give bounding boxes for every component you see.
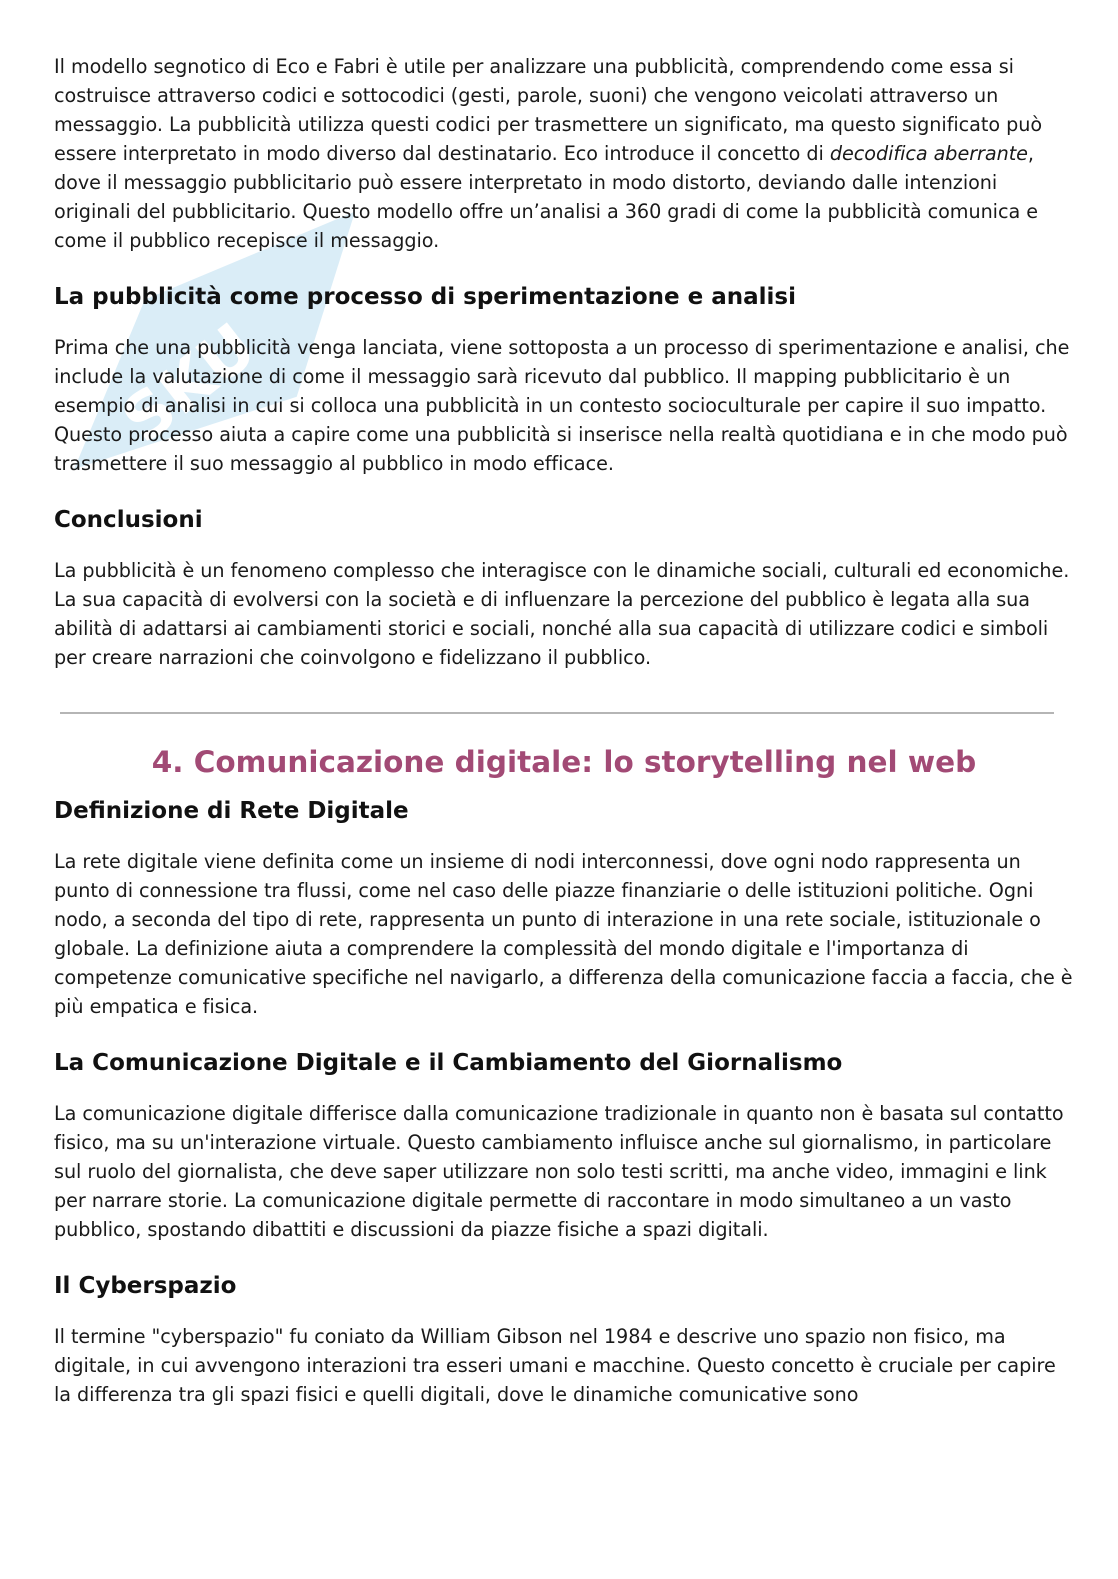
section-body: Prima che una pubblicità venga lanciata, viene sottoposta a un processo di sperimentazione e analisi, che include la valutazione di come il messaggio sarà ricevuto dal pubblico. Il mapping pubblicitario è un esempio di analisi in cui si colloca una pubblicità in un contesto socioculturale per capire il suo impatto. Questo processo aiuta a capire come una pubblicità si inserisce nella realtà quotidiana e in che modo può trasmettere il suo messaggio al pubblico in modo efficace. [54, 336, 1070, 475]
section-body: Il termine "cyberspazio" fu coniato da William Gibson nel 1984 e descrive uno spazio non fisico, ma digitale, in cui avvengono interazioni tra esseri umani e macchine. Questo concetto è cruciale per capire la differenza tra gli spazi fisici e quelli digitali, dove le dinamiche comunicative sono [54, 1325, 1056, 1406]
section-body: La pubblicità è un fenomeno complesso che interagisce con le dinamiche sociali, culturali ed economiche. La sua capacità di evolversi con la società e di influenzare la percezione del pubblico è legata alla sua abilità di adattarsi ai cambiamenti storici e sociali, nonché alla sua capacità di utilizzare codici e simboli per creare narrazioni che coinvolgono e fidelizzano il pubblico. [54, 559, 1070, 669]
section-heading: Definizione di Rete Digitale [54, 798, 409, 824]
section-body: La rete digitale viene definita come un insieme di nodi interconnessi, dove ogni nodo rappresenta un punto di connessione tra flussi, come nel caso delle piazze finanziarie o delle istituzioni politiche. Ogni nodo, a seconda del tipo di rete, rappresenta un punto di interazione in una rete sociale, istituzionale o globale. La definizione aiuta a comprendere la complessità del mondo digitale e l'importanza di competenze comunicative specifiche nel navigarlo, a differenza della comunicazione faccia a faccia, che è più empatica e fisica. [54, 850, 1073, 1018]
section-body: La comunicazione digitale differisce dalla comunicazione tradizionale in quanto non è basata sul contatto fisico, ma su un'interazione virtuale. Questo cambiamento influisce anche sul giornalismo, in particolare sul ruolo del giornalista, che deve saper utilizzare non solo testi scritti, ma anche video, immagini e link per narrare storie. La comunicazione digitale permette di raccontare in modo simultaneo a un vasto pubblico, spostando dibattiti e discussioni da piazze fisiche a spazi digitali. [54, 1102, 1064, 1241]
document-content [54, 50, 1074, 1409]
section-heading: La Comunicazione Digitale e il Cambiamento del Giornalismo [54, 1050, 843, 1076]
section-heading: Conclusioni [54, 507, 203, 533]
emphasis-term: decodifica aberrante [829, 142, 1028, 165]
section-heading: Il Cyberspazio [54, 1273, 237, 1299]
divider [60, 712, 1054, 714]
svg-text:SKU: SKU [108, 309, 270, 459]
section-heading: La pubblicità come processo di sperimentazione e analisi [54, 284, 796, 310]
intro-paragraph: Il modello segnotico di Eco e Fabri è utile per analizzare una pubblicità, comprendendo come essa si costruisce attraverso codici e sottocodici (gesti, parole, suoni) che vengono veicolati attraverso un messaggio. La pubblicità utilizza questi codici per trasmettere un significato, ma questo significato può essere interpretato in modo diverso dal destinatario. Eco introduce il concetto di decodifica aberrante, dove il messaggio pubblicitario può essere interpretato in modo distorto, deviando dalle intenzioni originali del pubblicitario. Questo modello offre un’analisi a 360 gradi di come la pubblicità comunica e come il pubblico recepisce il messaggio. [54, 55, 1043, 252]
chapter-title: 4. Comunicazione digitale: lo storytelling nel web [151, 745, 977, 779]
